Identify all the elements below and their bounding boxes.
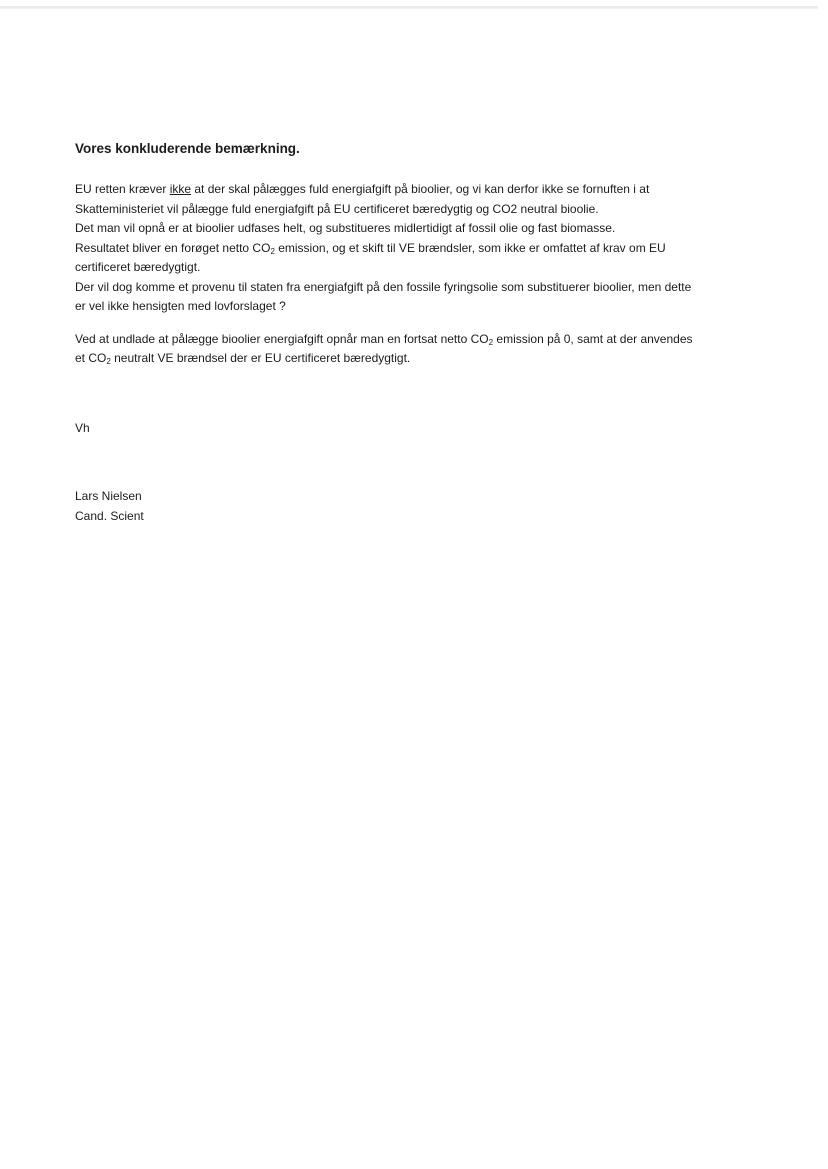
para1-line5: certificeret bæredygtigt. bbox=[75, 260, 201, 274]
greeting: Vh bbox=[75, 420, 90, 435]
para2-line2: et $CO_2$ neutralt VE brændsel der er EU certificeret bæredygtigt. bbox=[75, 351, 411, 366]
underlined-word: ikke bbox=[169, 182, 192, 196]
signature-block bbox=[75, 486, 765, 526]
section-heading: Vores konkluderende bemærkning. bbox=[75, 141, 300, 156]
letter-body bbox=[75, 140, 765, 526]
signature-name: Lars Nielsen bbox=[75, 488, 142, 503]
para1-line6: Der vil dog komme et provenu til staten fra energiafgift på den fossile fyringsolie som substituerer bioolier, men dette bbox=[75, 279, 692, 294]
para1-line3: Det man vil opnå er at bioolier udfases helt, og substitueres midlertidigt af fossil olie og fast biomasse. bbox=[75, 221, 616, 235]
para2-line1: Ved at undlade at pålægge bioolier energiafgift opnår man en fortsat netto $CO_2$ emission på 0, samt at der anvendes bbox=[75, 331, 693, 347]
para1-line2: Skatteministeriet vil pålægge fuld energiafgift på EU certificeret bæredygtig og CO2 neutral bioolie. bbox=[75, 201, 599, 216]
para1-line1: EU retten kræver ikke at der skal pålægges fuld energiafgift på bioolier, og vi kan derfor ikke se fornuften i at bbox=[75, 182, 650, 196]
paragraph-conclusion bbox=[75, 180, 765, 317]
paragraph-proposal bbox=[75, 330, 765, 369]
para1-line4: Resultatet bliver en forøget netto $CO_2$ emission, og et skift til VE brændsler, som ikke er omfattet af krav om EU bbox=[75, 240, 666, 256]
para1-line7: er vel ikke hensigten med lovforslaget ? bbox=[75, 299, 286, 313]
scan-edge bbox=[0, 6, 818, 9]
signature-title: Cand. Scient bbox=[75, 508, 144, 523]
